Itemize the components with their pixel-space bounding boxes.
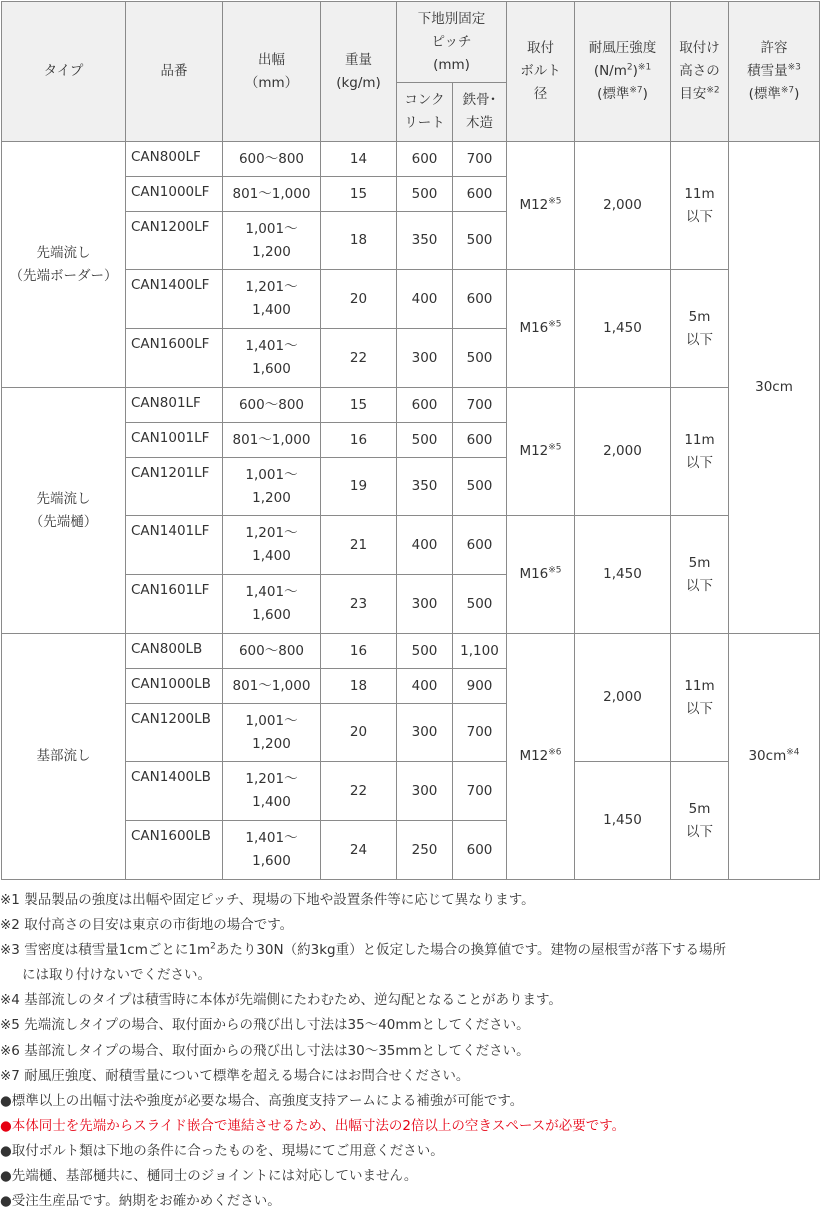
weight-cell: 19 — [321, 458, 397, 516]
bullet-2: ● 本体同士を先端からスライド嵌合で連結させるため、出幅寸法の2倍以上の空きスペースが必要です。 — [0, 1117, 626, 1134]
concrete-pitch-cell: 600 — [397, 388, 453, 423]
header-code: 品番 — [126, 2, 223, 142]
header-row-top — [2, 2, 820, 83]
type-cell: 基部流し — [2, 634, 126, 880]
header-bolt: 取付 ボルト 径 — [507, 2, 575, 142]
width-cell: 1,201～ 1,400 — [223, 516, 321, 575]
product-code-cell: CAN1600LB — [126, 821, 223, 880]
header-wind: 耐風圧強度 $(N/m^2)^{※1}$ (標準$^{※7}$) — [575, 2, 671, 142]
width-cell: 600～800 — [223, 634, 321, 669]
weight-cell: 23 — [321, 575, 397, 634]
concrete-pitch-cell: 400 — [397, 270, 453, 329]
product-code-cell: CAN1600LF — [126, 329, 223, 388]
width-cell: 1,201～ 1,400 — [223, 270, 321, 329]
weight-cell: 15 — [321, 177, 397, 212]
weight-cell: 14 — [321, 142, 397, 177]
wind-cell: 1,450 — [575, 270, 671, 388]
steel-pitch-cell: 700 — [453, 388, 507, 423]
header-snow: 許容 積雪量$^{※3}$ (標準$^{※7}$) — [729, 2, 820, 142]
table-row — [2, 142, 820, 177]
weight-cell: 16 — [321, 634, 397, 669]
bolt-cell: M12$^{※5}$ — [507, 142, 575, 270]
concrete-pitch-cell: 350 — [397, 212, 453, 270]
product-code-cell: CAN800LB — [126, 634, 223, 669]
concrete-pitch-cell: 300 — [397, 329, 453, 388]
width-cell: 1,001～ 1,200 — [223, 704, 321, 762]
header-concrete: コンク リート — [397, 83, 453, 142]
header-steel: 鉄骨･ 木造 — [453, 83, 507, 142]
concrete-pitch-cell: 300 — [397, 575, 453, 634]
product-code-cell: CAN1200LF — [126, 212, 223, 270]
steel-pitch-cell: 1,100 — [453, 634, 507, 669]
bullet-4: ● 先端樋、基部樋共に、樋同士のジョイントには対応していません。 — [0, 1168, 418, 1185]
bolt-cell: M16$^{※5}$ — [507, 270, 575, 388]
weight-cell: 20 — [321, 270, 397, 329]
steel-pitch-cell: 600 — [453, 177, 507, 212]
header-height: 取付け 高さの 目安$^{※2}$ — [671, 2, 729, 142]
concrete-pitch-cell: 400 — [397, 669, 453, 704]
steel-pitch-cell: 600 — [453, 821, 507, 880]
steel-pitch-cell: 900 — [453, 669, 507, 704]
weight-cell: 22 — [321, 329, 397, 388]
concrete-pitch-cell: 300 — [397, 704, 453, 762]
concrete-pitch-cell: 250 — [397, 821, 453, 880]
wind-cell: 2,000 — [575, 142, 671, 270]
concrete-pitch-cell: 500 — [397, 634, 453, 669]
header-width: 出幅 （mm） — [223, 2, 321, 142]
type-cell: 先端流し （先端ボーダー） — [2, 142, 126, 388]
steel-pitch-cell: 500 — [453, 329, 507, 388]
bullet-5: ● 受注生産品です。納期をお確かめください。 — [0, 1193, 281, 1210]
height-cell: 11m 以下 — [671, 388, 729, 516]
footnote-3-continued: には取り付けないでください。 — [22, 967, 211, 984]
table-row — [2, 388, 820, 423]
wind-cell: 1,450 — [575, 516, 671, 634]
concrete-pitch-cell: 600 — [397, 142, 453, 177]
weight-cell: 18 — [321, 212, 397, 270]
footnote-2: ※2 取付高さの目安は東京の市街地の場合です。 — [0, 917, 294, 934]
concrete-pitch-cell: 350 — [397, 458, 453, 516]
height-cell: 5m 以下 — [671, 270, 729, 388]
weight-cell: 22 — [321, 762, 397, 821]
weight-cell: 18 — [321, 669, 397, 704]
wind-cell: 2,000 — [575, 388, 671, 516]
height-cell: 11m 以下 — [671, 634, 729, 762]
steel-pitch-cell: 500 — [453, 458, 507, 516]
product-code-cell: CAN1000LB — [126, 669, 223, 704]
width-cell: 1,201～ 1,400 — [223, 762, 321, 821]
width-cell: 600～800 — [223, 388, 321, 423]
steel-pitch-cell: 600 — [453, 516, 507, 575]
width-cell: 1,001～ 1,200 — [223, 212, 321, 270]
wind-cell: 2,000 — [575, 634, 671, 762]
concrete-pitch-cell: 400 — [397, 516, 453, 575]
concrete-pitch-cell: 500 — [397, 177, 453, 212]
product-code-cell: CAN1001LF — [126, 423, 223, 458]
header-pitch: 下地別固定 ピッチ (mm) — [397, 2, 507, 83]
bolt-cell: M16$^{※5}$ — [507, 516, 575, 634]
footnote-4: ※4 基部流しのタイプは積雪時に本体が先端側にたわむため、逆勾配となることがあります。 — [0, 992, 562, 1009]
height-cell: 11m 以下 — [671, 142, 729, 270]
weight-cell: 21 — [321, 516, 397, 575]
snow-cell: $30cm^{※4}$ — [729, 634, 820, 880]
wind-cell: 1,450 — [575, 762, 671, 880]
bullet-1: ● 標準以上の出幅寸法や強度が必要な場合、高強度支持アームによる補強が可能です。 — [0, 1092, 524, 1109]
snow-cell: 30cm — [729, 142, 820, 634]
footnote-1: ※1 製品製品の強度は出幅や固定ピッチ、現場の下地や設置条件等に応じて異なります。 — [0, 892, 535, 908]
product-code-cell: CAN1400LF — [126, 270, 223, 329]
weight-cell: 24 — [321, 821, 397, 880]
bullet-3: ● 取付ボルト類は下地の条件に合ったものを、現場にてご用意ください。 — [0, 1142, 444, 1159]
type-cell: 先端流し （先端樋） — [2, 388, 126, 634]
width-cell: 1,401～ 1,600 — [223, 575, 321, 634]
footnotes — [0, 888, 820, 1214]
weight-cell: 20 — [321, 704, 397, 762]
product-code-cell: CAN1201LF — [126, 458, 223, 516]
header-weight: 重量 (kg/m) — [321, 2, 397, 142]
product-code-cell: CAN800LF — [126, 142, 223, 177]
product-code-cell: CAN801LF — [126, 388, 223, 423]
footnote-7: ※7 耐風圧強度、耐積雪量について標準を超える場合にはお問合せください。 — [0, 1067, 470, 1084]
header-type: タイプ — [2, 2, 126, 142]
width-cell: 1,401～ 1,600 — [223, 329, 321, 388]
height-cell: 5m 以下 — [671, 762, 729, 880]
footnote-3: ※3 雪密度は積雪量1cmごとに$1m^2$あたり30N（約3kg重）と仮定した場合の換算値です。建物の屋根雪が落下する場所 — [0, 941, 727, 959]
steel-pitch-cell: 600 — [453, 423, 507, 458]
width-cell: 1,001～ 1,200 — [223, 458, 321, 516]
product-code-cell: CAN1400LB — [126, 762, 223, 821]
width-cell: 801～1,000 — [223, 669, 321, 704]
footnote-5: ※5 先端流しタイプの場合、取付面からの飛び出し寸法は35～40mmとしてください。 — [0, 1017, 530, 1034]
steel-pitch-cell: 500 — [453, 575, 507, 634]
table-row — [2, 634, 820, 669]
steel-pitch-cell: 700 — [453, 762, 507, 821]
width-cell: 801～1,000 — [223, 423, 321, 458]
bolt-cell: M12$^{※5}$ — [507, 388, 575, 516]
steel-pitch-cell: 700 — [453, 704, 507, 762]
product-code-cell: CAN1200LB — [126, 704, 223, 762]
width-cell: 801～1,000 — [223, 177, 321, 212]
bolt-cell: M12$^{※6}$ — [507, 634, 575, 880]
product-code-cell: CAN1601LF — [126, 575, 223, 634]
steel-pitch-cell: 600 — [453, 270, 507, 329]
weight-cell: 16 — [321, 423, 397, 458]
product-code-cell: CAN1401LF — [126, 516, 223, 575]
concrete-pitch-cell: 500 — [397, 423, 453, 458]
height-cell: 5m 以下 — [671, 516, 729, 634]
concrete-pitch-cell: 300 — [397, 762, 453, 821]
weight-cell: 15 — [321, 388, 397, 423]
steel-pitch-cell: 700 — [453, 142, 507, 177]
width-cell: 1,401～ 1,600 — [223, 821, 321, 880]
footnote-6: ※6 基部流しタイプの場合、取付面からの飛び出し寸法は30～35mmとしてください。 — [0, 1042, 530, 1059]
steel-pitch-cell: 500 — [453, 212, 507, 270]
spec-table — [1, 1, 820, 880]
product-code-cell: CAN1000LF — [126, 177, 223, 212]
width-cell: 600～800 — [223, 142, 321, 177]
